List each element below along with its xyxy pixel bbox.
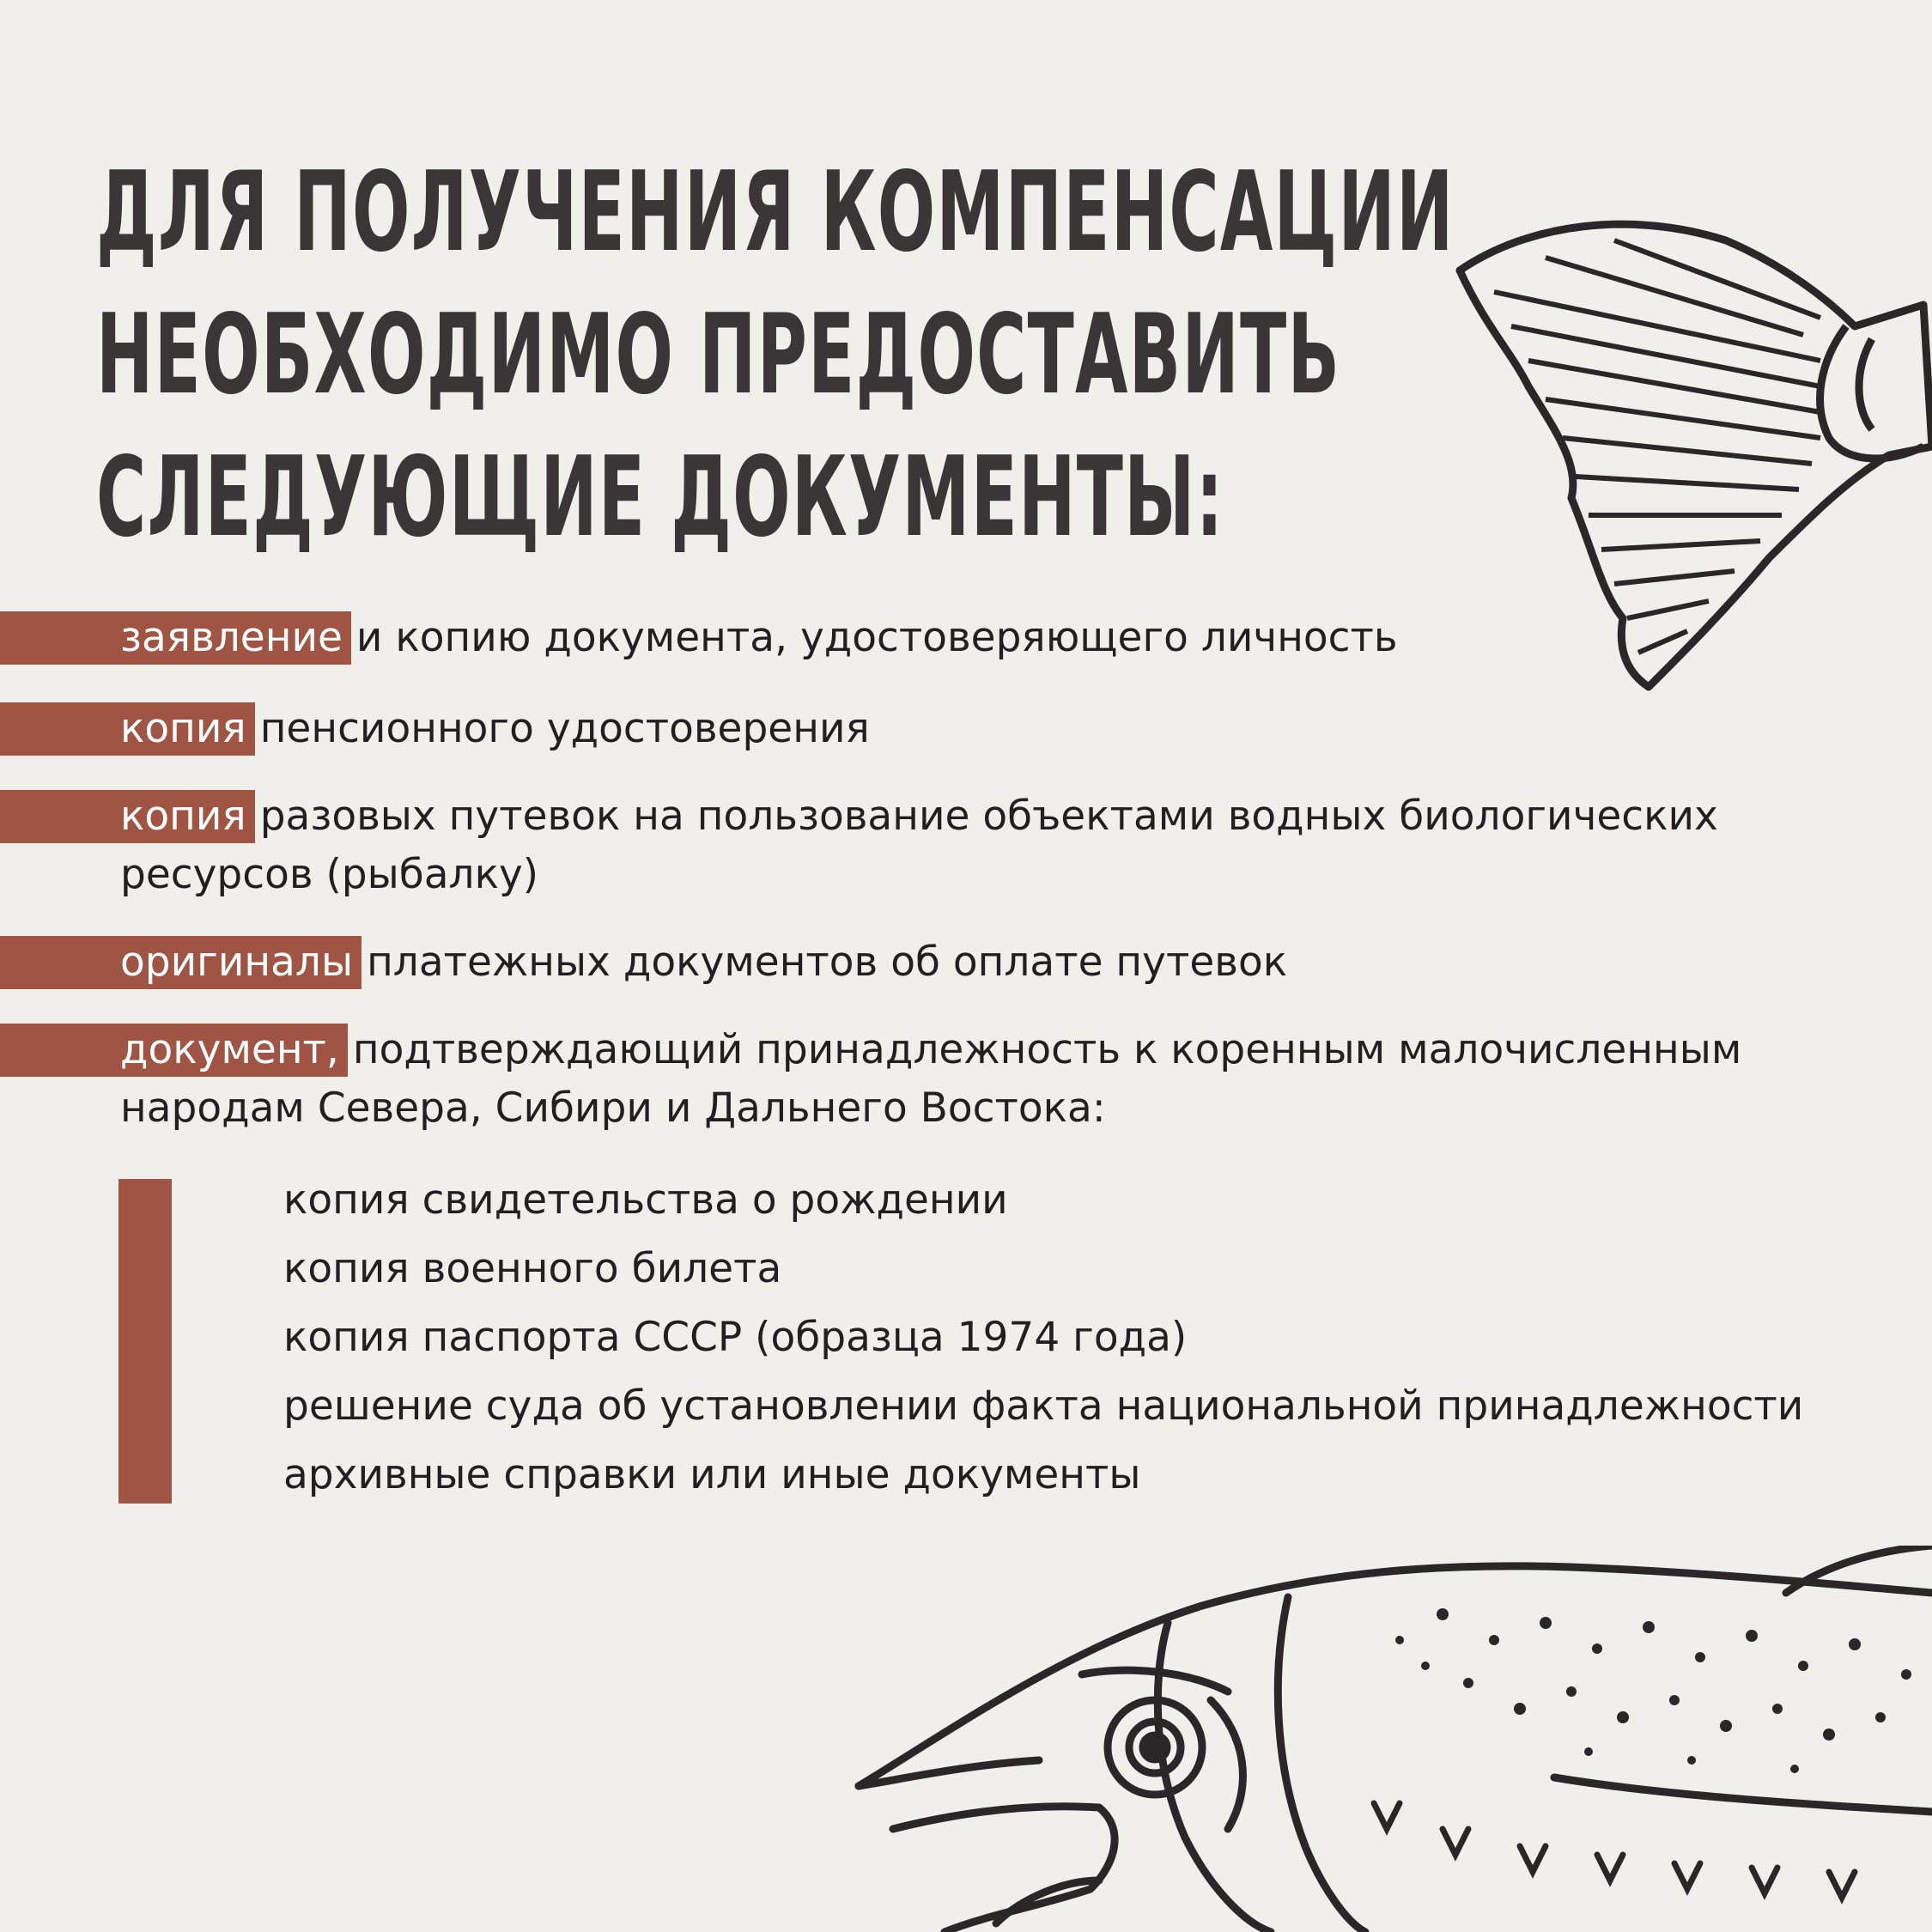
sublist-item: копия свидетельства о рождении	[283, 1176, 1008, 1224]
list-item	[0, 1024, 1803, 1135]
item-highlight: оригиналы	[0, 936, 361, 989]
title-line-3: СЛЕДУЮЩИЕ ДОКУМЕНТЫ:	[96, 434, 1224, 562]
item-highlight: документ,	[0, 1024, 348, 1077]
item-continuation: ресурсов (рыбалку)	[120, 851, 539, 898]
item-continuation: народам Севера, Сибири и Дальнего Востока:	[120, 1084, 1106, 1132]
title-line-2: НЕОБХОДИМО ПРЕДОСТАВИТЬ	[96, 291, 1341, 419]
item-text: пенсионного удостоверения	[259, 705, 870, 752]
list-item	[0, 790, 1803, 902]
sublist-item: решение суда об установлении факта национальной принадлежности	[283, 1382, 1804, 1430]
item-highlight: заявление	[0, 611, 351, 665]
item-text: подтверждающий принадлежность к коренным малочисленным	[352, 1026, 1742, 1073]
item-text: платежных документов об оплате путевок	[367, 939, 1288, 986]
item-text: разовых путевок на пользование объектами водных биологических	[259, 793, 1718, 840]
sublist-item: копия военного билета	[283, 1245, 782, 1292]
item-text: и копию документа, удостоверяющего личность	[355, 614, 1398, 661]
list-item	[0, 702, 1803, 756]
item-highlight: копия	[0, 702, 255, 756]
sublist-accent-bar	[118, 1179, 172, 1504]
sublist-item: копия паспорта СССР (образца 1974 года)	[283, 1314, 1188, 1361]
list-item	[0, 611, 1803, 665]
list-item	[0, 936, 1803, 989]
sublist-item: архивные справки или иные документы	[283, 1451, 1141, 1498]
sublist	[283, 1172, 1803, 1516]
item-highlight: копия	[0, 790, 255, 843]
title-line-1: ДЛЯ ПОЛУЧЕНИЯ КОМПЕНСАЦИИ	[96, 149, 1455, 276]
page-title	[96, 142, 1455, 569]
salmon-head-icon	[841, 1546, 1932, 1932]
